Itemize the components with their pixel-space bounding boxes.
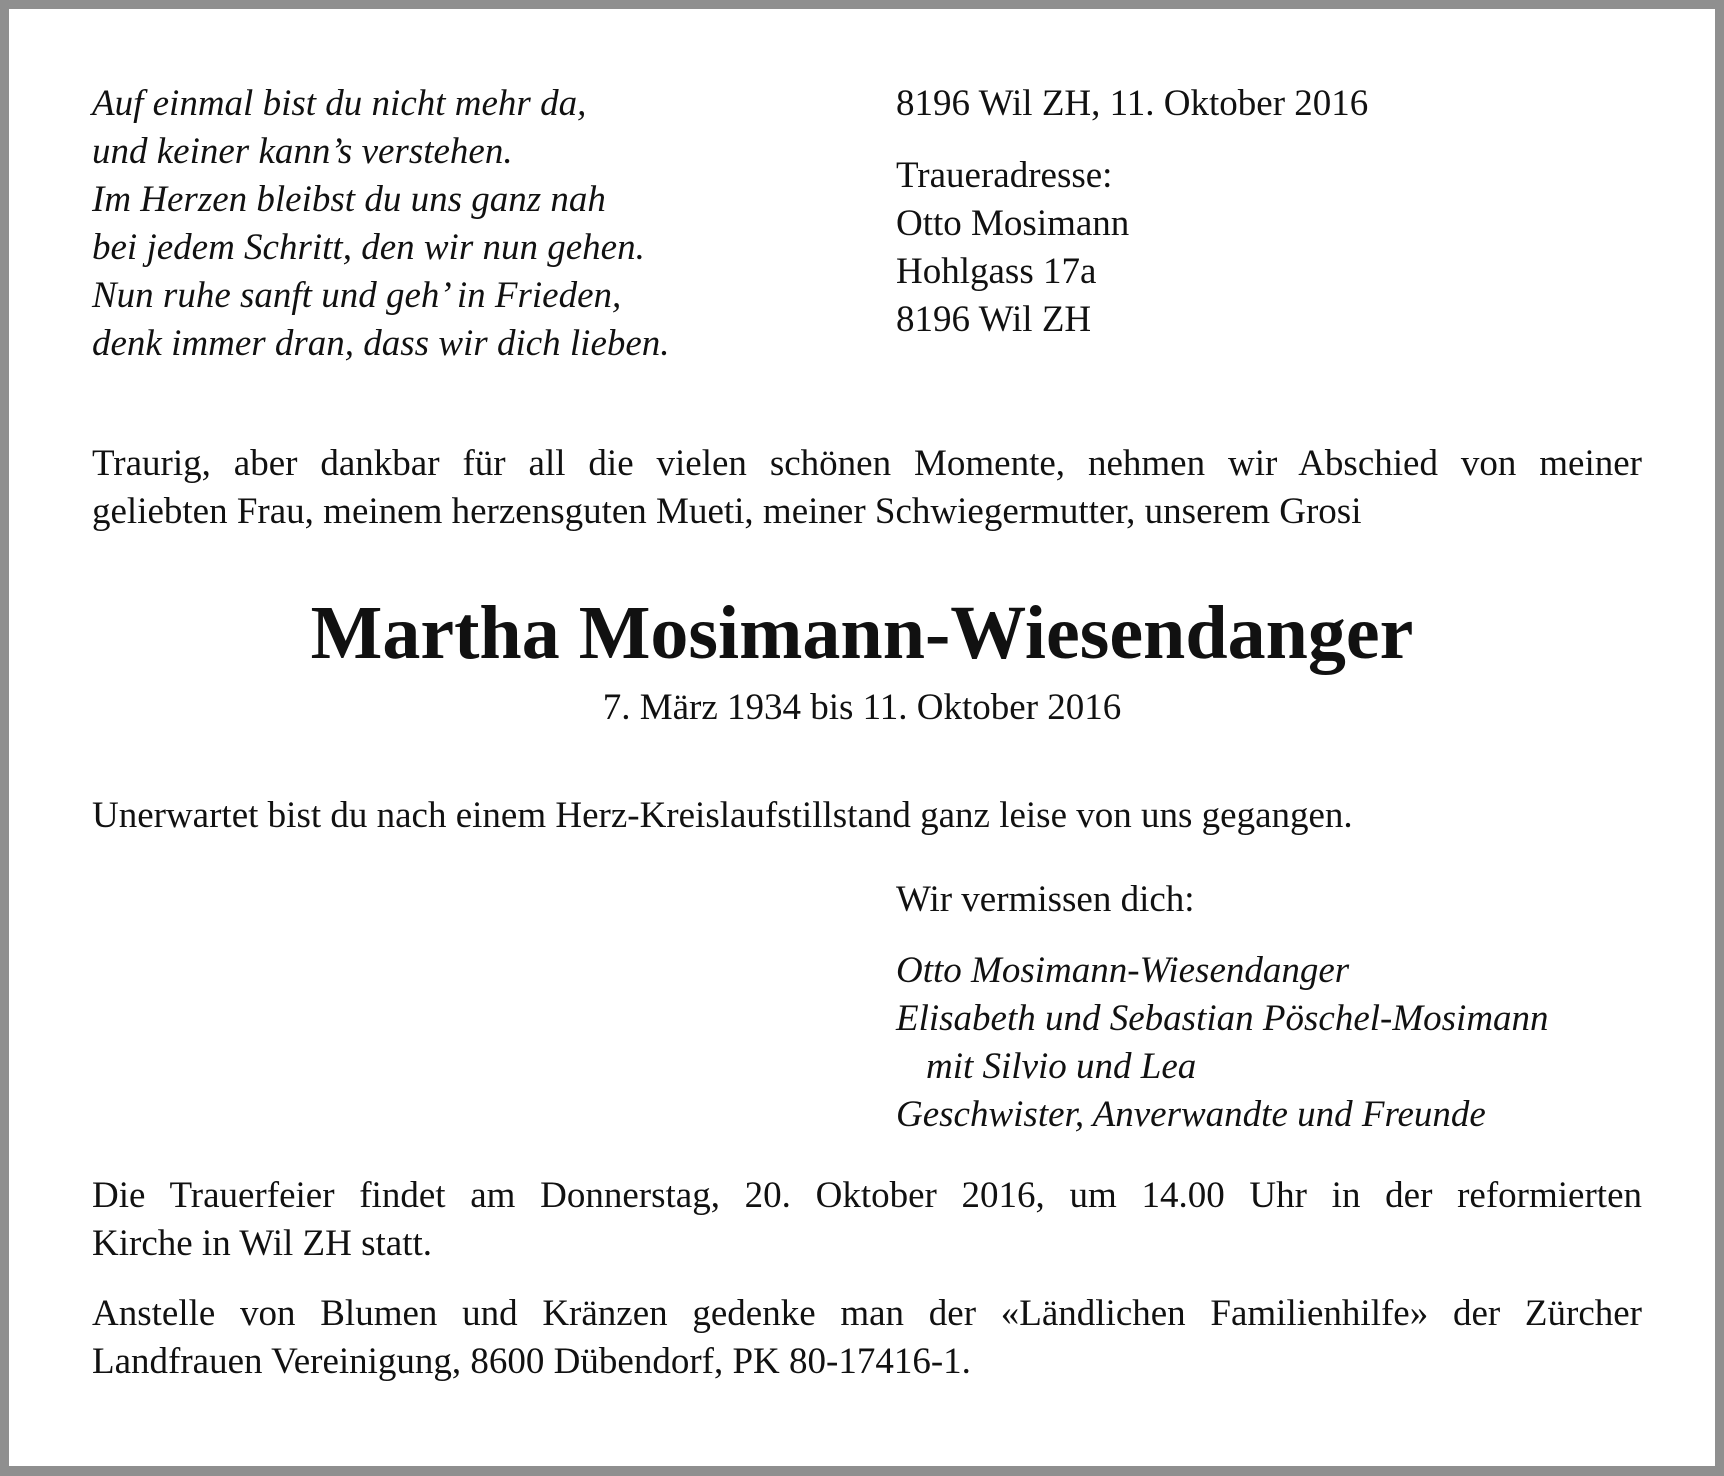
- intro-paragraph: [92, 440, 1642, 536]
- donation-line: Anstelle von Blumen und Kränzen gedenke man der «Ländlichen Familienhilfe» der Zürcher: [92, 1293, 1642, 1334]
- poem: [92, 80, 670, 368]
- mourners-label: Wir vermissen dich:: [896, 879, 1195, 920]
- donation-line: Landfrauen Vereinigung, 8600 Dübendorf, PK 80-17416-1.: [92, 1341, 971, 1382]
- ceremony-line: Kirche in Wil ZH statt.: [92, 1223, 433, 1264]
- poem-line: denk immer dran, dass wir dich lieben.: [92, 323, 670, 364]
- address-city: 8196 Wil ZH: [896, 299, 1092, 340]
- donation-paragraph: [92, 1290, 1642, 1386]
- mourners-list: [896, 947, 1549, 1139]
- poem-line: Auf einmal bist du nicht mehr da,: [92, 83, 587, 124]
- address-name: Otto Mosimann: [896, 203, 1130, 244]
- mourner-name: Elisabeth und Sebastian Pöschel-Mosimann: [896, 998, 1549, 1039]
- poem-line: und keiner kann’s verstehen.: [92, 131, 513, 172]
- deceased-name: Martha Mosimann-Wiesendanger: [310, 591, 1414, 675]
- life-dates: 7. März 1934 bis 11. Oktober 2016: [602, 687, 1122, 728]
- intro-line: Traurig, aber dankbar für all die vielen schönen Momente, nehmen wir Abschied von meiner: [92, 443, 1642, 484]
- poem-line: Im Herzen bleibst du uns ganz nah: [92, 179, 606, 220]
- cause-text: Unerwartet bist du nach einem Herz-Kreislaufstillstand ganz leise von uns gegangen.: [92, 795, 1353, 836]
- poem-line: bei jedem Schritt, den wir nun gehen.: [92, 227, 645, 268]
- obituary-notice: [9, 9, 1715, 1466]
- address-street: Hohlgass 17a: [896, 251, 1097, 292]
- ceremony-paragraph: [92, 1172, 1642, 1268]
- ceremony-line: Die Trauerfeier findet am Donnerstag, 20. Oktober 2016, um 14.00 Uhr in der reformierten: [92, 1175, 1642, 1216]
- intro-line: geliebten Frau, meinem herzensguten Mueti, meiner Schwiegermutter, unserem Grosi: [92, 491, 1362, 532]
- mourner-name: Otto Mosimann-Wiesendanger: [896, 950, 1350, 991]
- mourner-name: Geschwister, Anverwandte und Freunde: [896, 1094, 1486, 1135]
- mourning-address: [896, 152, 1129, 344]
- place-date: 8196 Wil ZH, 11. Oktober 2016: [896, 83, 1369, 124]
- poem-line: Nun ruhe sanft und geh’ in Frieden,: [92, 275, 622, 316]
- address-label: Traueradresse:: [896, 155, 1113, 196]
- mourner-name: mit Silvio und Lea: [926, 1046, 1197, 1087]
